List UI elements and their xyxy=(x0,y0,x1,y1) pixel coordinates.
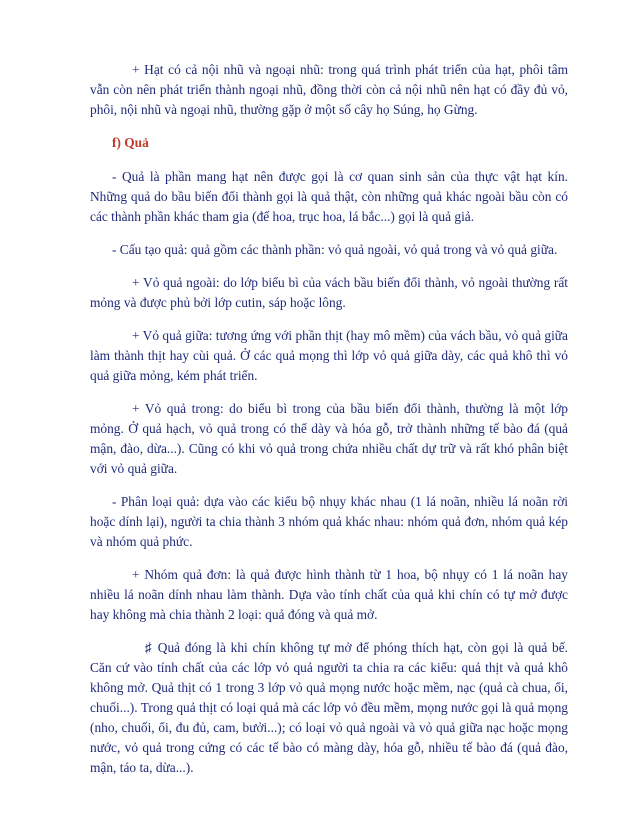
paragraph-seed-endosperm: + Hạt có cả nội nhũ và ngoại nhũ: trong quá trình phát triển của hạt, phôi tâm vẫn còn nên phát triển thành ngoại nhũ, đồng thời còn cả nội nhũ nên hạt có đầy đủ vỏ, phôi, nội nhũ và ngoại nhũ, thường gặp ở một số cây họ Súng, họ Gừng. xyxy=(90,62,568,117)
paragraph-indehiscent-fruit xyxy=(90,638,568,778)
paragraph-fruit-definition: - Quả là phần mang hạt nên được gọi là cơ quan sinh sản của thực vật hạt kín. Những quả do bầu biến đổi thành gọi là quả thật, còn những quả khác ngoài bầu còn có các thành phần khác tham gia (đế hoa, trục hoa, lá bắc...) gọi là quả giả. xyxy=(90,169,568,224)
paragraph-fruit-structure: - Cấu tạo quả: quả gồm các thành phần: vỏ quả ngoài, vỏ quả trong và vỏ quả giữa. xyxy=(112,242,558,257)
paragraph-indehiscent-text: Quả đóng là khi chín không tự mở để phóng thích hạt, còn gọi là quả bế. Căn cứ vào tính chất của các lớp vỏ quả người ta chia ra các kiểu: quả thịt và quả khô không mở. Quả thịt có 1 trong 3 lớp vỏ quả mọng nước hoặc mềm, nạc (quả cà chua, ổi, chuối...). Trong quả thịt có loại quả mà các lớp vỏ đều mềm, mọng nước gọi là quả mọng (nho, chuối, ổi, đu đủ, cam, bưởi...); có loại vỏ quả ngoài và vỏ quả giữa nạc hoặc mọng nước, vỏ quả trong cứng có các tế bào có màng dày, hóa gỗ, nhiều tế bào đá (quả đào, mận, táo ta, dừa...). xyxy=(90,640,568,775)
paragraph-simple-fruit: + Nhóm quả đơn: là quả được hình thành từ 1 hoa, bộ nhụy có 1 lá noãn hay nhiều lá noãn dính nhau làm thành. Dựa vào tính chất của quả khi chín có tự mở được hay không mà chia thành 2 loại: quả đóng và quả mở. xyxy=(90,567,568,622)
paragraph-middle-pericarp: + Vỏ quả giữa: tương ứng với phần thịt (hay mô mềm) của vách bầu, vỏ quả giữa làm thành thịt hay cùi quả. Ở các quả mọng thì lớp vỏ quả giữa dày, các quả khô thì vỏ quả giữa mỏng, kém phát triển. xyxy=(90,328,568,383)
section-heading-fruit: f) Quả xyxy=(112,135,149,150)
paragraph-outer-pericarp: + Vỏ quả ngoài: do lớp biểu bì của vách bầu biến đổi thành, vỏ ngoài thường rất mỏng và được phủ bởi lớp cutin, sáp hoặc lông. xyxy=(90,275,568,310)
bullet-marker-icon: ♯ xyxy=(145,640,154,655)
document-body xyxy=(90,60,568,791)
paragraph-inner-pericarp: + Vỏ quả trong: do biểu bì trong của bầu biến đổi thành, thường là một lớp mỏng. Ở quả hạch, vỏ quả trong có thể dày và hóa gỗ, trở thành những tế bào đá (quả mận, đào, dừa...). Cũng có khi vỏ quả trong chứa nhiều chất dự trữ và rất khó phân biệt với vỏ quả giữa. xyxy=(90,401,568,476)
paragraph-fruit-classification: - Phân loại quả: dựa vào các kiểu bộ nhụy khác nhau (1 lá noãn, nhiều lá noãn rời hoặc dính lại), người ta chia thành 3 nhóm quả khác nhau: nhóm quả đơn, nhóm quả kép và nhóm quả phức. xyxy=(90,494,568,549)
